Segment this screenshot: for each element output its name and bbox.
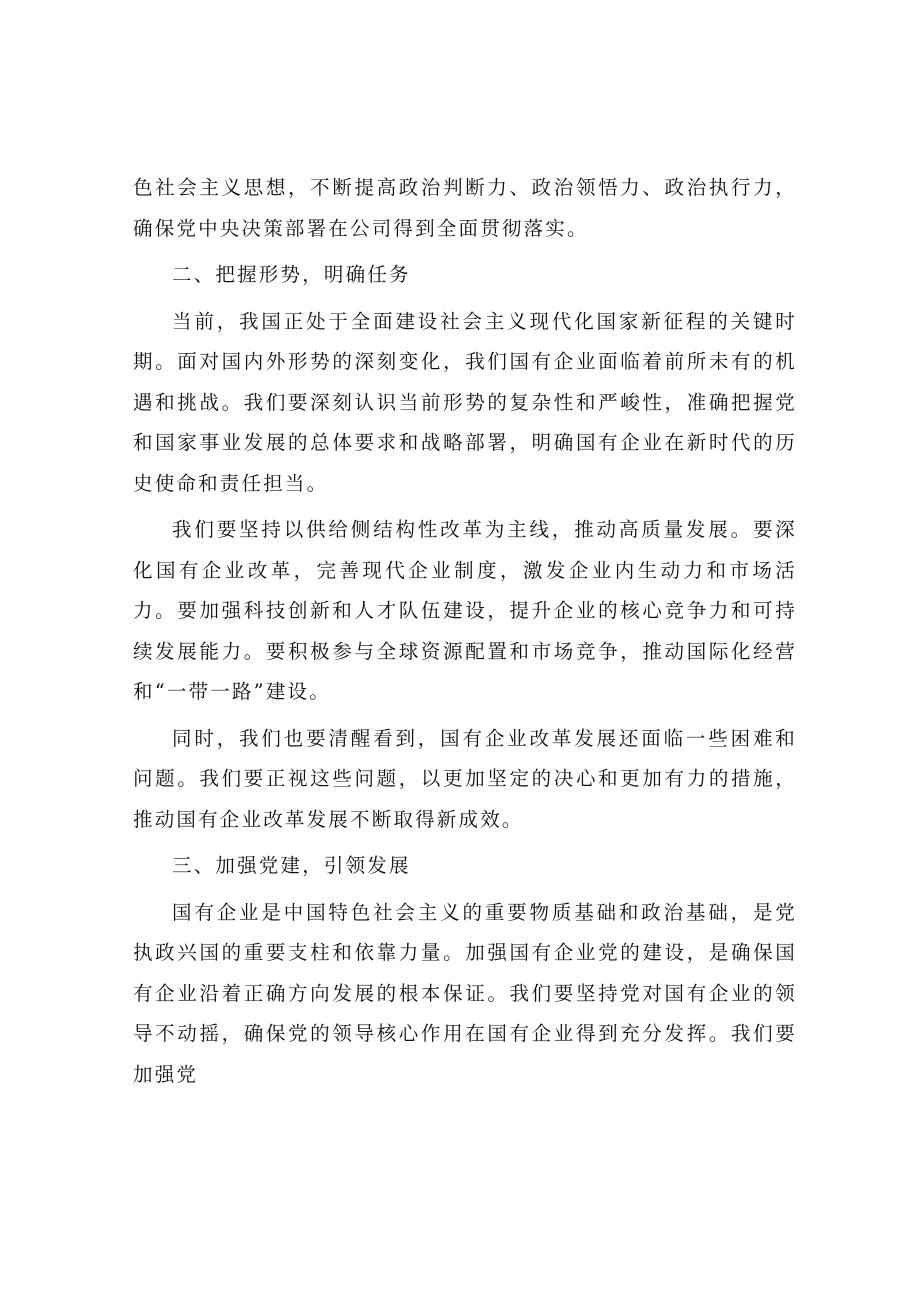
paragraph-party-building: 国有企业是中国特色社会主义的重要物质基础和政治基础，是党执政兴国的重要支柱和依靠力量。加强国有企业党的建设，是确保国有企业沿着正确方向发展的根本保证。我们要坚持党对国有企业的领导不动摇，确保党的领导核心作用在国有企业得到充分发挥。我们要加强党	[133, 900, 797, 1086]
paragraph-situation: 当前，我国正处于全面建设社会主义现代化国家新征程的关键时期。面对国内外形势的深刻变化，我们国有企业面临着前所未有的机遇和挑战。我们要深刻认识当前形势的复杂性和严峻性，准确把握党和国家事业发展的总体要求和战略部署，明确国有企业在新时代的历史使命和责任担当。	[133, 309, 797, 495]
paragraph-reform: 我们要坚持以供给侧结构性改革为主线，推动高质量发展。要深化国有企业改革，完善现代企业制度，激发企业内生动力和市场活力。要加强科技创新和人才队伍建设，提升企业的核心竞争力和可持续发展能力。要积极参与全球资源配置和市场竞争，推动国际化经营和“一带一路”建设。	[133, 518, 797, 703]
document-body	[133, 168, 797, 1095]
section-heading-three: 三、加强党建，引领发展	[172, 854, 411, 877]
paragraph-continuation: 色社会主义思想，不断提高政治判断力、政治领悟力、政治执行力，确保党中央决策部署在公司得到全面贯彻落实。	[133, 176, 797, 240]
paragraph-problems: 同时，我们也要清醒看到，国有企业改革发展还面临一些困难和问题。我们要正视这些问题，以更加坚定的决心和更加有力的措施，推动国有企业改革发展不断取得新成效。	[133, 726, 797, 831]
section-heading-two: 二、把握形势，明确任务	[172, 263, 411, 286]
